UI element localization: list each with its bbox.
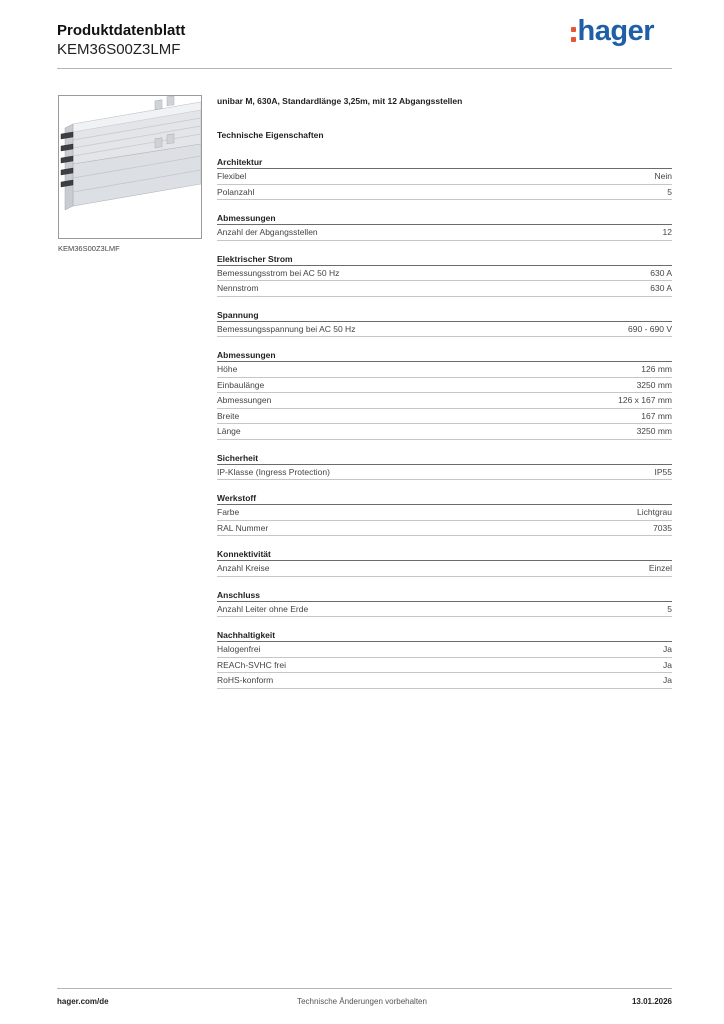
property-row [217,265,672,282]
property-row [217,281,672,297]
property-value: Nein [654,171,672,181]
property-row [217,641,672,658]
product-image [58,95,202,239]
section-title: Architektur [217,157,263,167]
property-label: Nennstrom [217,283,259,293]
section-title: Spannung [217,309,259,320]
property-row [217,521,672,537]
property-row [217,321,672,338]
property-value: 5 [667,603,672,614]
property-value: 3250 mm [636,379,672,390]
section-title: Abmessungen [217,213,276,223]
property-row [217,601,672,618]
property-label: Halogenfrei [217,644,261,654]
hager-logo [571,15,654,48]
property-value: Lichtgrau [637,507,672,517]
property-value: 126 mm [641,364,672,374]
product-code: KEM36S00Z3LMF [57,41,181,58]
product-details [217,96,672,689]
property-label: REACh-SVHC frei [217,659,286,670]
property-section [217,493,672,536]
section-title: Anschluss [217,589,260,600]
logo-text: hager [577,15,654,47]
property-label: Bemessungsstrom bei AC 50 Hz [217,267,340,278]
property-row [217,224,672,241]
property-value: 3250 mm [636,426,672,436]
property-section [217,590,672,618]
busbar-illustration-icon [59,96,201,238]
properties-sections [217,157,672,689]
property-row [217,424,672,440]
property-value: Einzel [648,563,672,573]
section-title: Sicherheit [217,452,259,463]
property-row [217,393,672,409]
property-value: 630 A [650,267,672,278]
property-value: 126 x 167 mm [618,395,672,405]
property-label: RAL Nummer [217,522,269,533]
property-label: Anzahl Leiter ohne Erde [217,603,309,614]
property-value: 690 - 690 V [628,323,672,334]
property-row [217,504,672,521]
footer-divider [57,988,672,989]
property-label: Farbe [217,507,240,517]
property-value: 12 [662,227,672,237]
property-section [217,549,672,577]
property-section [217,254,672,297]
property-section [217,213,672,241]
property-label: RoHS-konform [217,675,274,685]
property-value: Ja [663,659,672,670]
property-row [217,168,672,185]
header-divider [57,68,672,69]
property-row [217,658,672,674]
property-row [217,560,672,577]
section-title: Nachhaltigkeit [217,630,276,640]
property-label: Einbaulänge [217,379,265,390]
logo-dots-icon [571,27,576,42]
property-label: Anzahl Kreise [217,563,270,573]
property-section [217,350,672,440]
property-label: Bemessungsspannung bei AC 50 Hz [217,323,356,334]
section-title: Konnektivität [217,549,271,559]
property-label: Polanzahl [217,186,255,197]
property-row [217,185,672,201]
property-value: 630 A [650,283,672,293]
section-title: Abmessungen [217,350,276,360]
property-section [217,310,672,338]
page-title: Produktdatenblatt [57,22,186,39]
property-row [217,378,672,394]
section-title: Werkstoff [217,493,257,503]
property-value: Ja [663,675,672,685]
property-section [217,157,672,200]
footer-date: 13.01.2026 [631,997,672,1006]
property-label: Länge [217,426,241,436]
property-value: 5 [667,186,672,197]
footer-disclaimer: Technische Änderungen vorbehalten [297,997,427,1006]
property-value: Ja [663,644,672,654]
property-row [217,361,672,378]
property-label: Anzahl der Abgangsstellen [217,227,318,237]
property-section [217,630,672,689]
image-caption: KEM36S00Z3LMF [58,244,120,253]
property-value: IP55 [654,466,672,477]
property-label: IP-Klasse (Ingress Protection) [217,466,330,477]
property-section [217,453,672,481]
property-label: Flexibel [217,171,247,181]
property-row [217,409,672,425]
property-label: Abmessungen [217,395,272,405]
properties-heading: Technische Eigenschaften [217,130,324,140]
page-header [57,22,185,59]
property-row [217,464,672,481]
property-value: 7035 [653,522,672,533]
property-label: Höhe [217,364,238,374]
section-title: Elektrischer Strom [217,253,293,264]
footer-website-link[interactable]: hager.com/de [57,997,109,1006]
property-value: 167 mm [641,410,672,421]
product-description: unibar M, 630A, Standardlänge 3,25m, mit 12 Abgangsstellen [217,96,463,106]
property-label: Breite [217,410,240,421]
property-row [217,673,672,689]
